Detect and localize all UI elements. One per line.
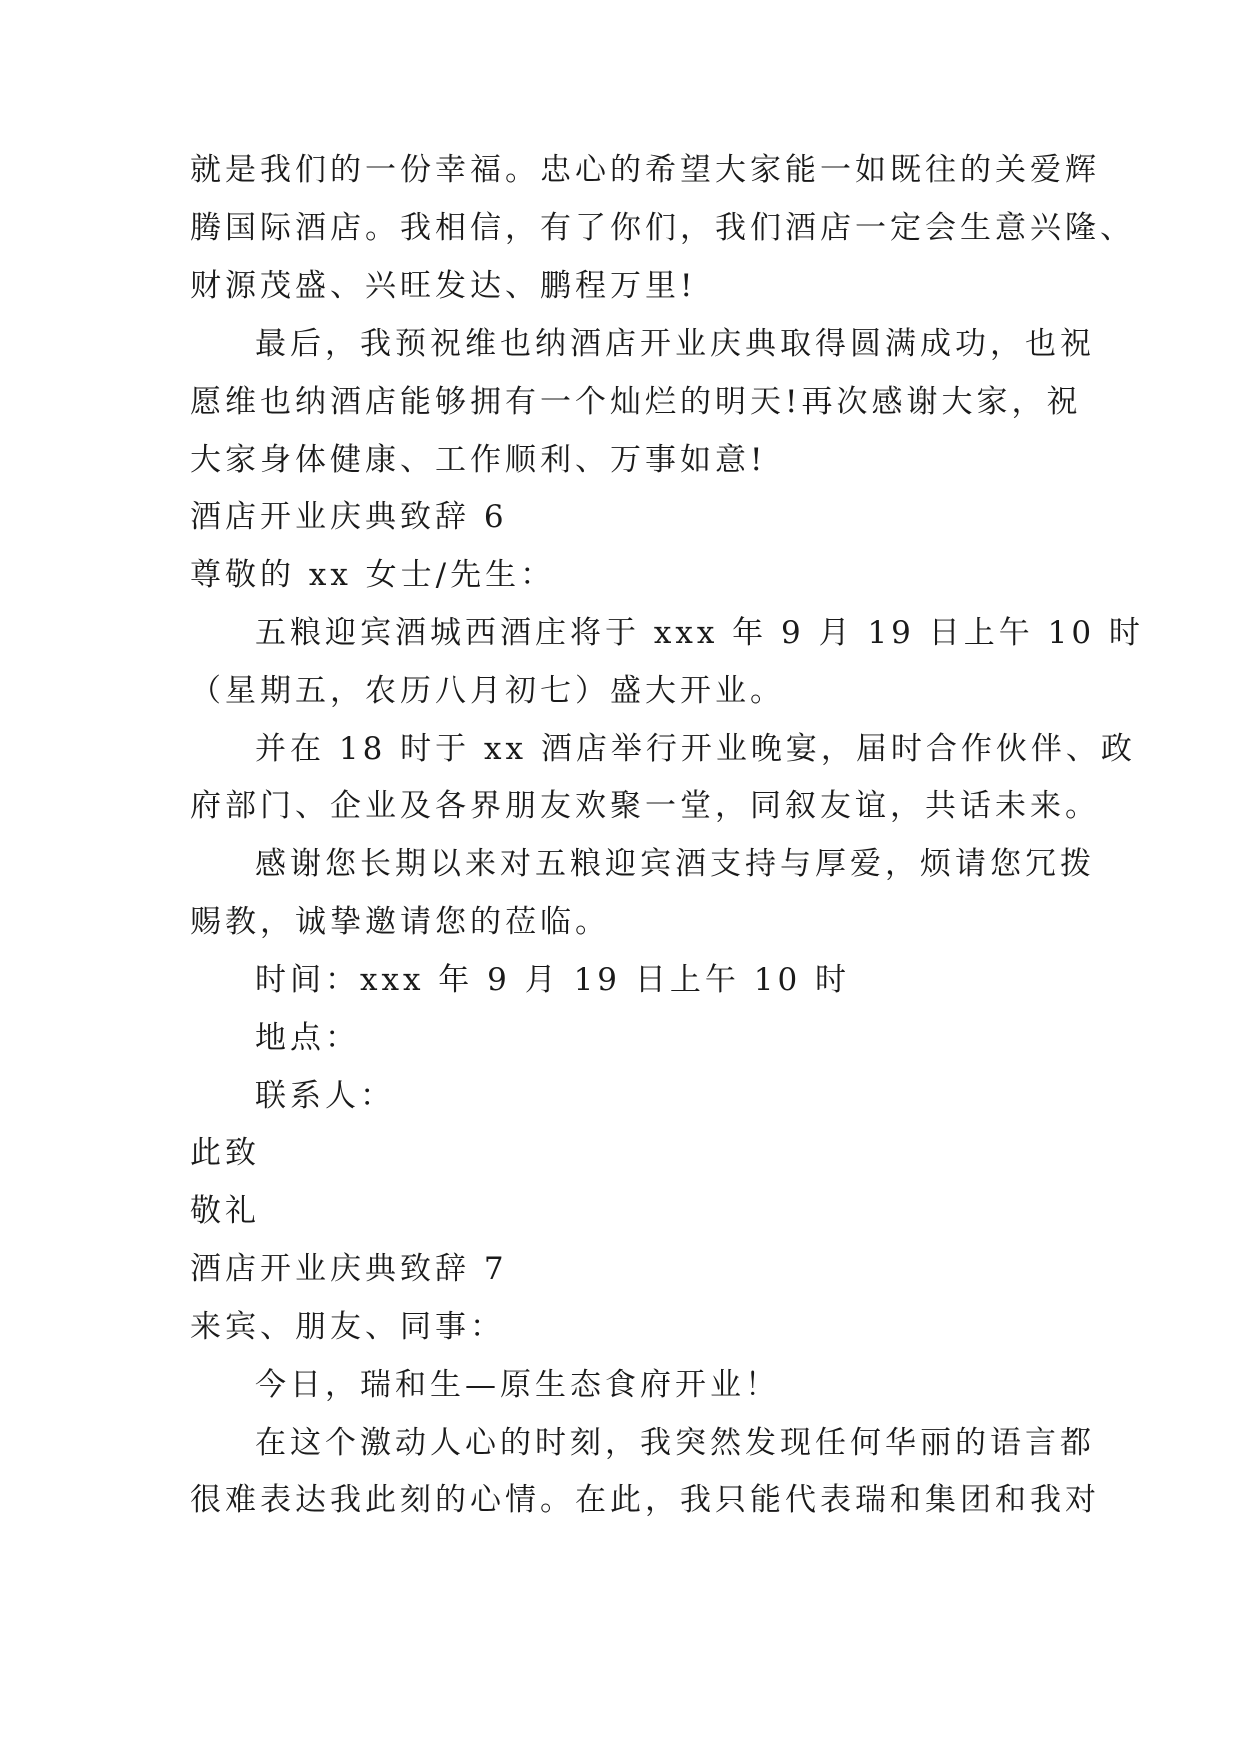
paragraph-line: （星期五，农历八月初七）盛大开业。 — [190, 673, 785, 709]
paragraph-line: 大家身体健康、工作顺利、万事如意! — [190, 442, 767, 478]
paragraph-line: 赐教，诚挚邀请您的莅临。 — [190, 904, 610, 940]
paragraph-line: 在这个激动人心的时刻，我突然发现任何华丽的语言都 — [255, 1425, 1095, 1461]
paragraph-line: 五粮迎宾酒城西酒庄将于 xxx 年 9 月 19 日上午 10 时 — [255, 615, 1144, 651]
section-heading: 酒店开业庆典致辞 7 — [190, 1251, 508, 1287]
paragraph-line: 愿维也纳酒店能够拥有一个灿烂的明天!再次感谢大家，祝 — [190, 384, 1082, 420]
time-line: 时间：xxx 年 9 月 19 日上午 10 时 — [255, 962, 851, 998]
paragraph-line: 感谢您长期以来对五粮迎宾酒支持与厚爱，烦请您冗拨 — [255, 846, 1095, 882]
paragraph-line: 府部门、企业及各界朋友欢聚一堂，同叙友谊，共话未来。 — [190, 788, 1100, 824]
paragraph-line: 最后，我预祝维也纳酒店开业庆典取得圆满成功，也祝 — [255, 326, 1095, 362]
paragraph-line: 财源茂盛、兴旺发达、鹏程万里! — [190, 268, 697, 304]
salutation: 尊敬的 xx 女士/先生： — [190, 557, 556, 593]
paragraph-line: 就是我们的一份幸福。忠心的希望大家能一如既往的关爱辉 — [190, 152, 1100, 188]
paragraph-line: 很难表达我此刻的心情。在此，我只能代表瑞和集团和我对 — [190, 1482, 1100, 1518]
location-line: 地点： — [255, 1020, 360, 1056]
contact-line: 联系人： — [255, 1078, 395, 1114]
section-heading: 酒店开业庆典致辞 6 — [190, 499, 508, 535]
closing-line: 此致 — [190, 1135, 260, 1171]
paragraph-line: 腾国际酒店。我相信，有了你们，我们酒店一定会生意兴隆、 — [190, 210, 1135, 246]
paragraph-line: 并在 18 时于 xx 酒店举行开业晚宴，届时合作伙伴、政 — [255, 731, 1136, 767]
paragraph-line: 今日，瑞和生—原生态食府开业！ — [255, 1367, 780, 1403]
closing-line: 敬礼 — [190, 1193, 260, 1229]
salutation: 来宾、朋友、同事： — [190, 1309, 505, 1345]
